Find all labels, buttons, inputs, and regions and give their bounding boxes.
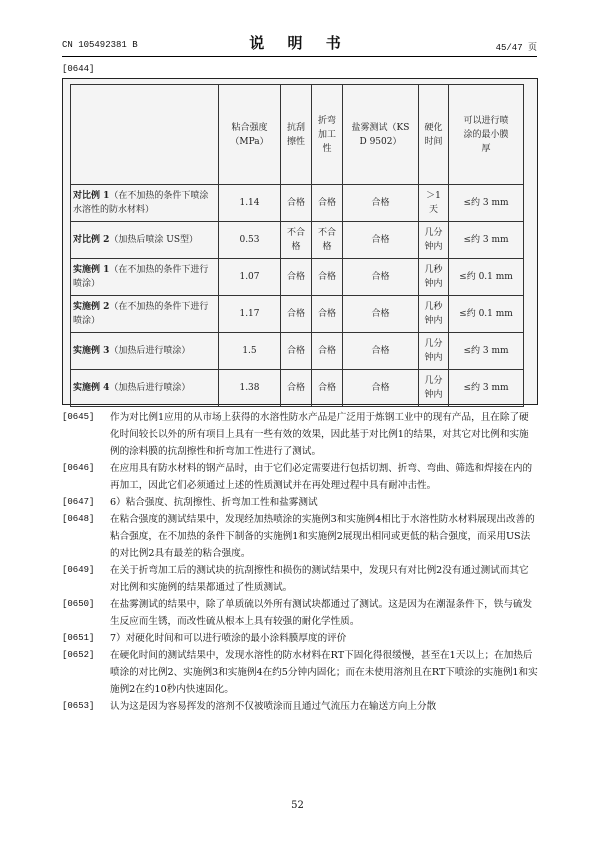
table-cell: 1.07: [219, 259, 281, 296]
row-label-bold: 对比例 1: [73, 191, 110, 201]
table-cell: ≤约 0.1 mm: [449, 296, 524, 333]
row-label-detail: （加热后进行喷涂）: [109, 346, 191, 356]
row-label-detail: （在不加热的条件下喷涂水溶性的防水材料）: [73, 191, 209, 215]
paragraph-number: [0651]: [62, 633, 95, 643]
row-label-bold: 实施例 1: [73, 265, 110, 275]
table-paragraph-number: [0644]: [62, 64, 95, 74]
paragraph-text: 7）对硬化时间和可以进行喷涂的最小涂料膜厚度的评价: [110, 633, 347, 644]
document-title: 说 明 书: [249, 34, 350, 52]
table-cell: 合格: [312, 185, 343, 222]
table-cell: 几分 钟内: [419, 370, 449, 407]
paragraph-number: [0645]: [62, 412, 95, 422]
table-cell: 1.17: [219, 296, 281, 333]
table-row: [71, 333, 524, 370]
paragraph-text: 6）粘合强度、抗刮擦性、折弯加工性和盐雾测试: [110, 497, 318, 508]
paragraph: [62, 511, 538, 562]
table-row: [71, 370, 524, 407]
paragraph-number: [0647]: [62, 497, 95, 507]
patent-number: CN 105492381 B: [62, 40, 138, 50]
table-cell: ≤约 3 mm: [449, 333, 524, 370]
row-label-bold: 对比例 2: [73, 235, 110, 245]
paragraph-number: [0648]: [62, 514, 95, 524]
paragraph-text: 认为这是因为容易挥发的溶剂不仅被喷涂而且通过气流压力在输送方向上分散: [110, 701, 437, 712]
paragraph: [62, 596, 538, 630]
row-label-cell: [71, 185, 219, 222]
table-cell: 几秒 钟内: [419, 259, 449, 296]
paragraph-number: [0653]: [62, 701, 95, 711]
row-label-bold: 实施例 2: [73, 302, 110, 312]
paragraph-text: 在关于折弯加工后的测试块的抗刮擦性和损伤的测试结果中，发现只有对比例2没有通过测试而其它对比例和实施例的结果都通过了性质测试。: [110, 565, 529, 593]
row-label-cell: [71, 259, 219, 296]
table-cell: 不合 格: [281, 222, 312, 259]
table-cell: 合格: [343, 370, 419, 407]
table-cell: 合格: [343, 185, 419, 222]
header-cell: 硬化 时间: [419, 85, 449, 185]
table-cell: 几分 钟内: [419, 222, 449, 259]
table-row: [71, 222, 524, 259]
table-cell: 合格: [343, 333, 419, 370]
paragraph: [62, 647, 538, 698]
paragraph-number: [0646]: [62, 463, 95, 473]
page-indicator: 45/47 页: [495, 43, 537, 53]
table-cell: 合格: [343, 259, 419, 296]
row-label-cell: [71, 370, 219, 407]
header-cell: 折弯 加工 性: [312, 85, 343, 185]
paragraph: [62, 460, 538, 494]
row-label-bold: 实施例 3: [73, 346, 110, 356]
table-cell: 合格: [281, 185, 312, 222]
paragraph: [62, 630, 538, 647]
table-cell: ≤约 3 mm: [449, 185, 524, 222]
row-label-detail: （加热后进行喷涂）: [109, 383, 191, 393]
paragraph-text: 在应用具有防水材料的钢产品时，由于它们必定需要进行包括切割、折弯、弯曲、筛选和焊接在内的再加工，因此它们必须通过上述的性质测试并在再处理过程中具有耐冲击性。: [110, 463, 533, 491]
table-cell: 合格: [281, 333, 312, 370]
table-cell: ≤约 0.1 mm: [449, 259, 524, 296]
table-cell: 合格: [281, 259, 312, 296]
table-cell: 合格: [312, 333, 343, 370]
row-label-cell: [71, 222, 219, 259]
table-cell: ≤约 3 mm: [449, 222, 524, 259]
paragraph-number: [0649]: [62, 565, 95, 575]
table-cell: 合格: [281, 370, 312, 407]
header-cell: 抗刮 擦性: [281, 85, 312, 185]
table-cell: 1.5: [219, 333, 281, 370]
body-text: [62, 409, 538, 715]
row-label-cell: [71, 296, 219, 333]
table-row: [71, 296, 524, 333]
row-label-bold: 实施例 4: [73, 383, 110, 393]
paragraph-number: [0652]: [62, 650, 95, 660]
header-cell: [71, 85, 219, 185]
paragraph: [62, 698, 538, 715]
paragraph-text: 在盐雾测试的结果中，除了单质硫以外所有测试块都通过了测试。这是因为在潮湿条件下，铁与硫发生反应而生锈，而改性硫从根本上具有较强的耐化学性质。: [110, 599, 533, 627]
table-cell: 合格: [343, 222, 419, 259]
table-cell: 0.53: [219, 222, 281, 259]
table-cell: 合格: [312, 370, 343, 407]
table-cell: 合格: [281, 296, 312, 333]
table-header-row: [71, 85, 524, 185]
paragraph-text: 作为对比例1应用的从市场上获得的水溶性防水产品是广泛用于炼钢工业中的现有产品，且在除了硬化时间较长以外的所有项目上具有一些有效的效果，因此基于对比例1的结果，对其它对比例和实施例的涂料膜的抗刮擦性和折弯加工性进行了测试。: [110, 412, 529, 457]
paragraph: [62, 562, 538, 596]
page-header: [62, 27, 537, 57]
table-cell: 合格: [312, 259, 343, 296]
paragraph-text: 在硬化时间的测试结果中，发现水溶性的防水材料在RT下固化得很缓慢，甚至在1天以上；在加热后喷涂的对比例2、实施例3和实施例4在约5分钟内固化；而在未使用溶剂且在RT下喷涂的实施例1和实施例2在约10秒内快速固化。: [110, 650, 538, 695]
page-number: 52: [291, 800, 304, 811]
header-cell: 盐雾测试（KS D 9502）: [343, 85, 419, 185]
row-label-detail: （加热后喷涂 US型）: [109, 235, 199, 245]
table-row: [71, 259, 524, 296]
paragraph-text: 在粘合强度的测试结果中，发现经加热喷涂的实施例3和实施例4相比于水溶性防水材料展现出改善的粘合强度，在不加热的条件下制备的实施例1和实施例2展现出相同或更低的粘合强度，而采用US法的对比例2具有最差的粘合强度。: [110, 514, 535, 559]
header-cell: 粘合强度 （MPa）: [219, 85, 281, 185]
table-cell: 合格: [312, 296, 343, 333]
table-cell: 1.38: [219, 370, 281, 407]
table-cell: 1.14: [219, 185, 281, 222]
table-cell: ＞1 天: [419, 185, 449, 222]
table-cell: ≤约 3 mm: [449, 370, 524, 407]
table-row: [71, 185, 524, 222]
row-label-detail: （在不加热的条件下进行喷涂）: [73, 302, 209, 326]
table-cell: 合格: [343, 296, 419, 333]
table-cell: 几秒 钟内: [419, 296, 449, 333]
header-cell: 可以进行喷 涂的最小膜 厚: [449, 85, 524, 185]
row-label-detail: （在不加热的条件下进行喷涂）: [73, 265, 209, 289]
paragraph: [62, 409, 538, 460]
row-label-cell: [71, 333, 219, 370]
header-rule: [62, 56, 537, 57]
table-image-frame: [62, 78, 538, 405]
table-cell: 几分 钟内: [419, 333, 449, 370]
paragraph: [62, 494, 538, 511]
results-table: [70, 84, 524, 407]
table-cell: 不合 格: [312, 222, 343, 259]
paragraph-number: [0650]: [62, 599, 95, 609]
